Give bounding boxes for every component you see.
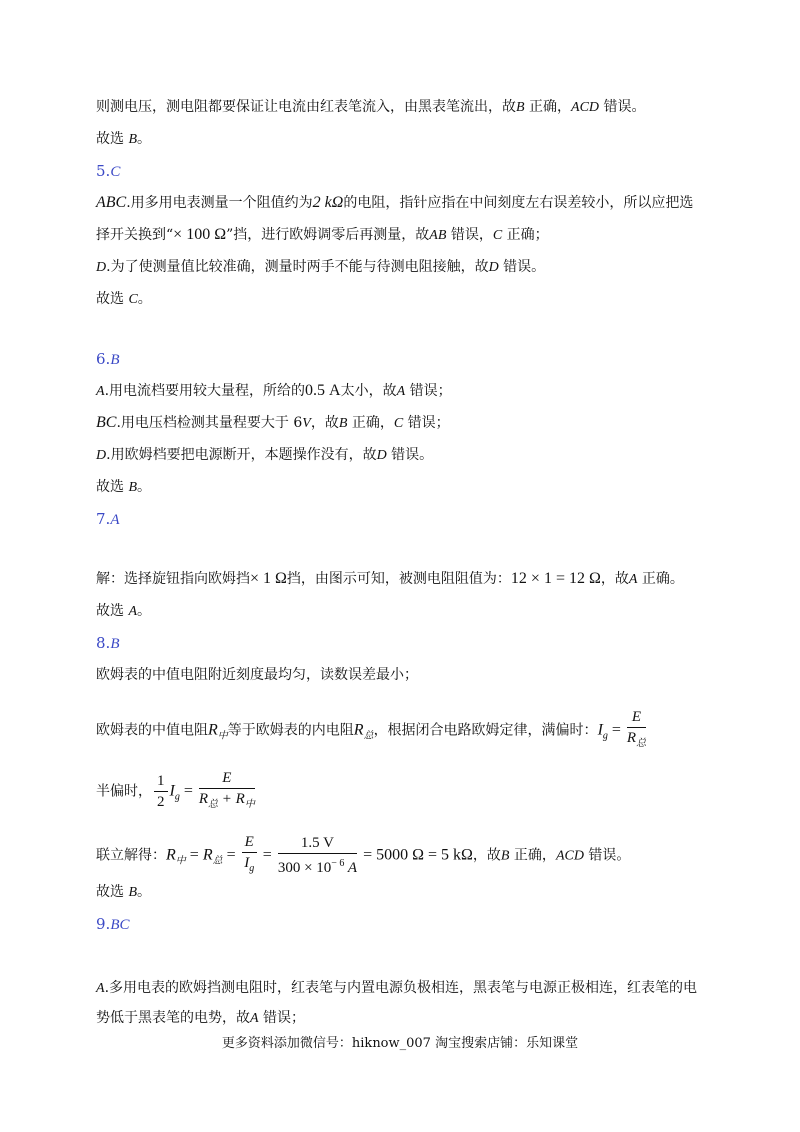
fraction: $\frac{E}{R_总 + R_中}$ (198, 770, 255, 810)
fraction: $\frac{1.5 V}{300 \times 10^{- 6} A}$ (277, 835, 358, 876)
text-line: 势低于黑表笔的电势，故A 错误； (96, 1010, 306, 1026)
text-line: 欧姆表的中值电阻附近刻度最均匀，读数误差最小； (96, 667, 418, 683)
text-line: ABC.用多用电表测量一个阻值约为2 kΩ的电阻，指针应指在中间刻度左右误差较小，所以应把选 (96, 194, 694, 211)
text-line: BC.用电压档检测其量程要大于 6V，故B 正确，C 错误； (96, 414, 450, 431)
answer-line: 故选 B。 (96, 884, 152, 900)
formula-line: 联立解得：$R_中 = R_总$ = $\frac{E}{I_g}$ = $\frac{1.5 V}{300 \times 10^{- 6} A}$ = 5000 Ω = 5 kΩ，故B 正确，ACD 错误。 (96, 832, 704, 881)
fraction: $\frac{E}{R_总}$ (626, 709, 647, 749)
text-line: A.用电流档要用较大量程，所给的0.5 A太小，故A 错误； (96, 382, 452, 399)
text-line: A.多用电表的欧姆挡测电阻时，红表笔与内置电源负极相连，黑表笔与电源正极相连，红表笔的电 (96, 980, 698, 996)
text-line: D.为了使测量值比较准确，测量时两手不能与待测电阻接触，故D 错误。 (96, 259, 546, 275)
fraction: $\frac{E}{I_g}$ (242, 832, 257, 879)
answer-line: 故选 B。 (96, 131, 152, 147)
fraction: $\frac{1}{2}$ (154, 771, 168, 812)
formula-line: 欧姆表的中值电阻$R_中$等于欧姆表的内电阻$R_总$，根据闭合电路欧姆定律，满偏时：$I_g$ = $\frac{E}{R_总}$ (96, 707, 704, 756)
answer-line: 故选 B。 (96, 479, 152, 495)
question-number: 7.A (96, 510, 120, 528)
question-number: 6.B (96, 350, 120, 368)
question-number: 8.B (96, 634, 120, 652)
answer-line: 故选 C。 (96, 291, 152, 307)
text-line: 择开关换到“× 100 Ω”挡，进行欧姆调零后再测量，故AB 错误，C 正确； (96, 226, 549, 243)
text-line: 解：选择旋钮指向欧姆挡× 1 Ω挡，由图示可知，被测电阻阻值为：12 × 1 = 12 Ω，故A 正确。 (96, 570, 684, 587)
page-footer: 更多资料添加微信号：hiknow_007 淘宝搜索店铺：乐知课堂 (221, 1036, 579, 1051)
answer-line: 故选 A。 (96, 603, 152, 619)
formula-line: 半偏时， $\frac{1}{2}$ $I_g$ = $\frac{E}{R_总 + R_中}$ (96, 768, 704, 817)
text-line: 则测电压，测电阻都要保证让电流由红表笔流入，由黑表笔流出，故B 正确，ACD 错误。 (96, 99, 646, 115)
text-line: D.用欧姆档要把电源断开，本题操作没有，故D 错误。 (96, 447, 434, 463)
question-number: 5.C (96, 162, 121, 180)
question-number: 9.BC (96, 915, 130, 933)
